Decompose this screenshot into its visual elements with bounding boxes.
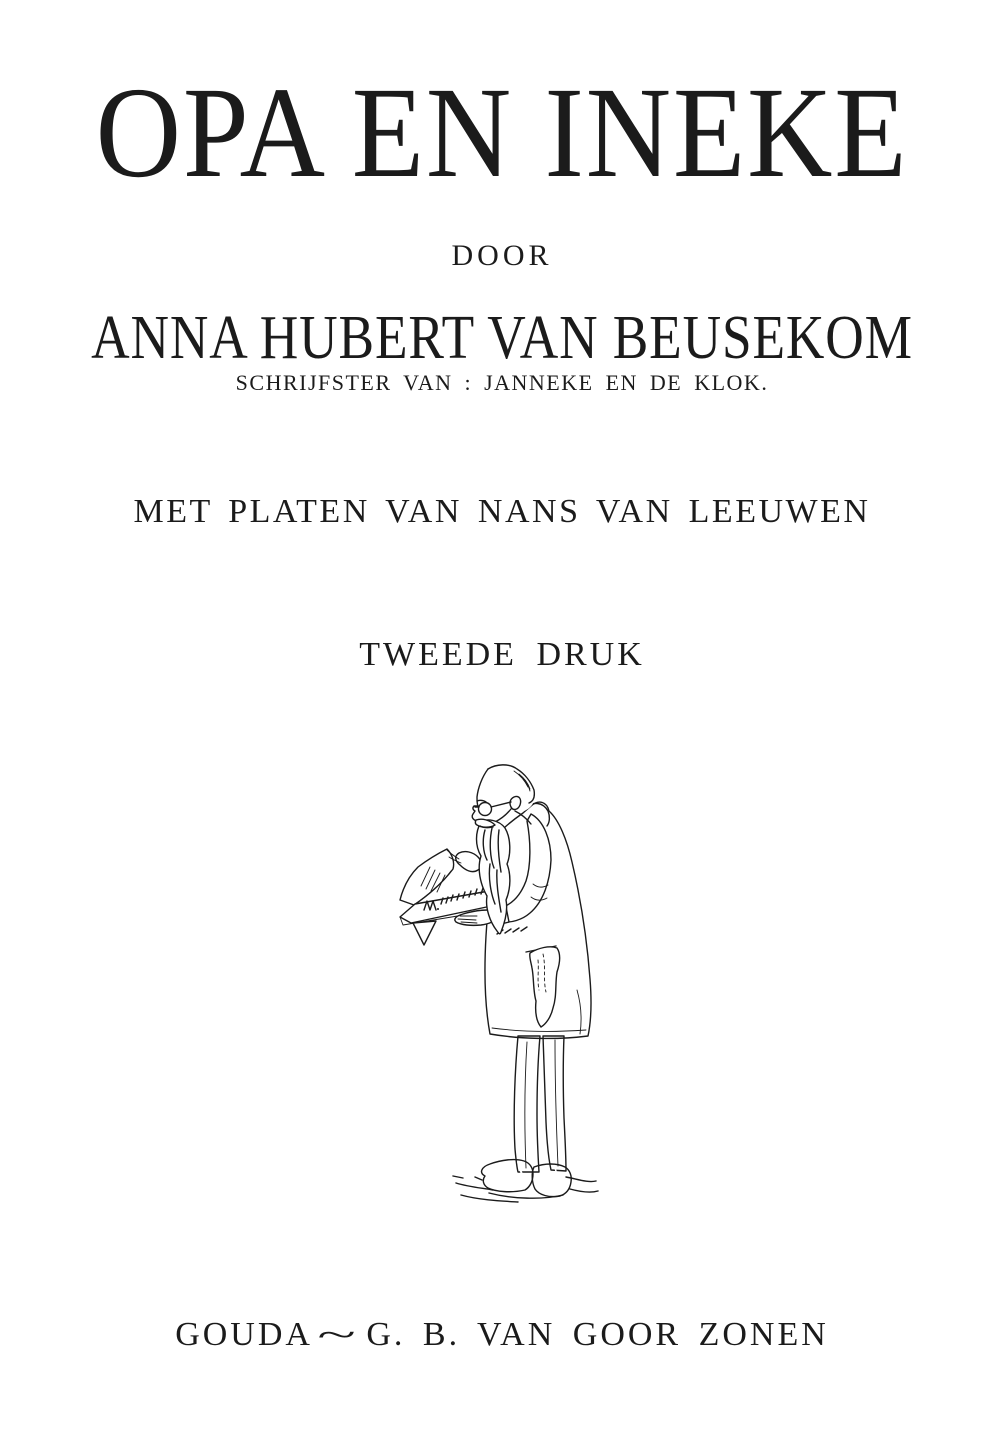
- imprint-publisher: G. B. VAN GOOR ZONEN: [366, 1316, 829, 1353]
- byline-label: DOOR: [451, 239, 553, 272]
- old-man-reading-newspaper-icon: [397, 763, 627, 1205]
- old-man-reading-newspaper-illustration: [397, 763, 627, 1205]
- illustrator-credit: MET PLATEN VAN NANS VAN LEEUWEN: [133, 493, 871, 530]
- imprint-city: GOUDA: [175, 1316, 313, 1353]
- imprint-line: [0, 1318, 1004, 1352]
- imprint-separator: ~: [317, 1317, 363, 1354]
- edition-notice: TWEEDE DRUK: [359, 636, 645, 673]
- author-credit: SCHRIJFSTER VAN : JANNEKE EN DE KLOK.: [235, 370, 769, 395]
- book-title: OPA EN INEKE: [95, 61, 909, 205]
- author-name: ANNA HUBERT VAN BEUSEKOM: [91, 304, 913, 372]
